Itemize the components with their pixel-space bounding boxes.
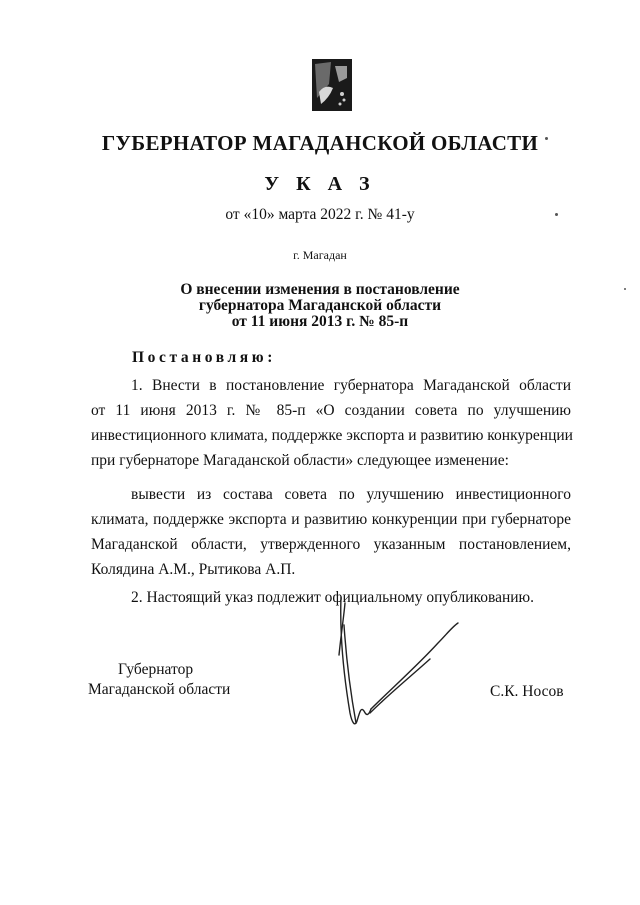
paragraph-line: вывести из состава совета по улучшению инвестиционного: [131, 486, 571, 503]
scan-speck: [555, 213, 558, 216]
paragraph-1: [91, 373, 571, 473]
document-subject: [0, 282, 640, 330]
scan-speck: [545, 137, 548, 140]
paragraph-3: 2. Настоящий указ подлежит официальному опубликованию.: [131, 589, 535, 606]
subject-line: от 11 июня 2013 г. № 85-п: [231, 313, 409, 330]
paragraph-line: Магаданской области, утвержденного указанным постановлением,: [91, 536, 571, 553]
organization-heading: ГУБЕРНАТОР МАГАДАНСКОЙ ОБЛАСТИ: [101, 131, 539, 155]
handwritten-signature: [330, 595, 465, 735]
paragraph-line: при губернаторе Магаданской области» следующее изменение:: [91, 452, 509, 469]
resolve-heading: Постановляю:: [132, 349, 276, 366]
paragraph-line: Колядина А.М., Рытикова А.П.: [91, 561, 296, 578]
signatory-title: [88, 660, 230, 700]
document-type-heading: У К А З: [264, 173, 376, 195]
signatory-title-line: Магаданской области: [88, 681, 231, 698]
document-place: г. Магадан: [293, 248, 347, 262]
scan-speck: [624, 288, 626, 290]
paragraph-line: 1. Внести в постановление губернатора Магаданской области: [131, 377, 571, 394]
signatory-name: С.К. Носов: [490, 683, 564, 700]
signatory-title-line: Губернатор: [118, 661, 194, 678]
document-date-number: от «10» марта 2022 г. № 41-у: [225, 206, 415, 223]
paragraph-line: климата, поддержке экспорта и развитию конкуренции при губернаторе: [91, 511, 571, 528]
subject-line: губернатора Магаданской области: [198, 297, 442, 314]
paragraph-2: [91, 482, 571, 582]
coat-of-arms-emblem: [311, 58, 353, 112]
subject-line: О внесении изменения в постановление: [180, 281, 460, 298]
paragraph-line: инвестиционного климата, поддержке экспорта и развитию конкуренции: [91, 427, 573, 444]
paragraph-line: от 11 июня 2013 г. № 85-п «О создании совета по улучшению: [91, 402, 571, 419]
